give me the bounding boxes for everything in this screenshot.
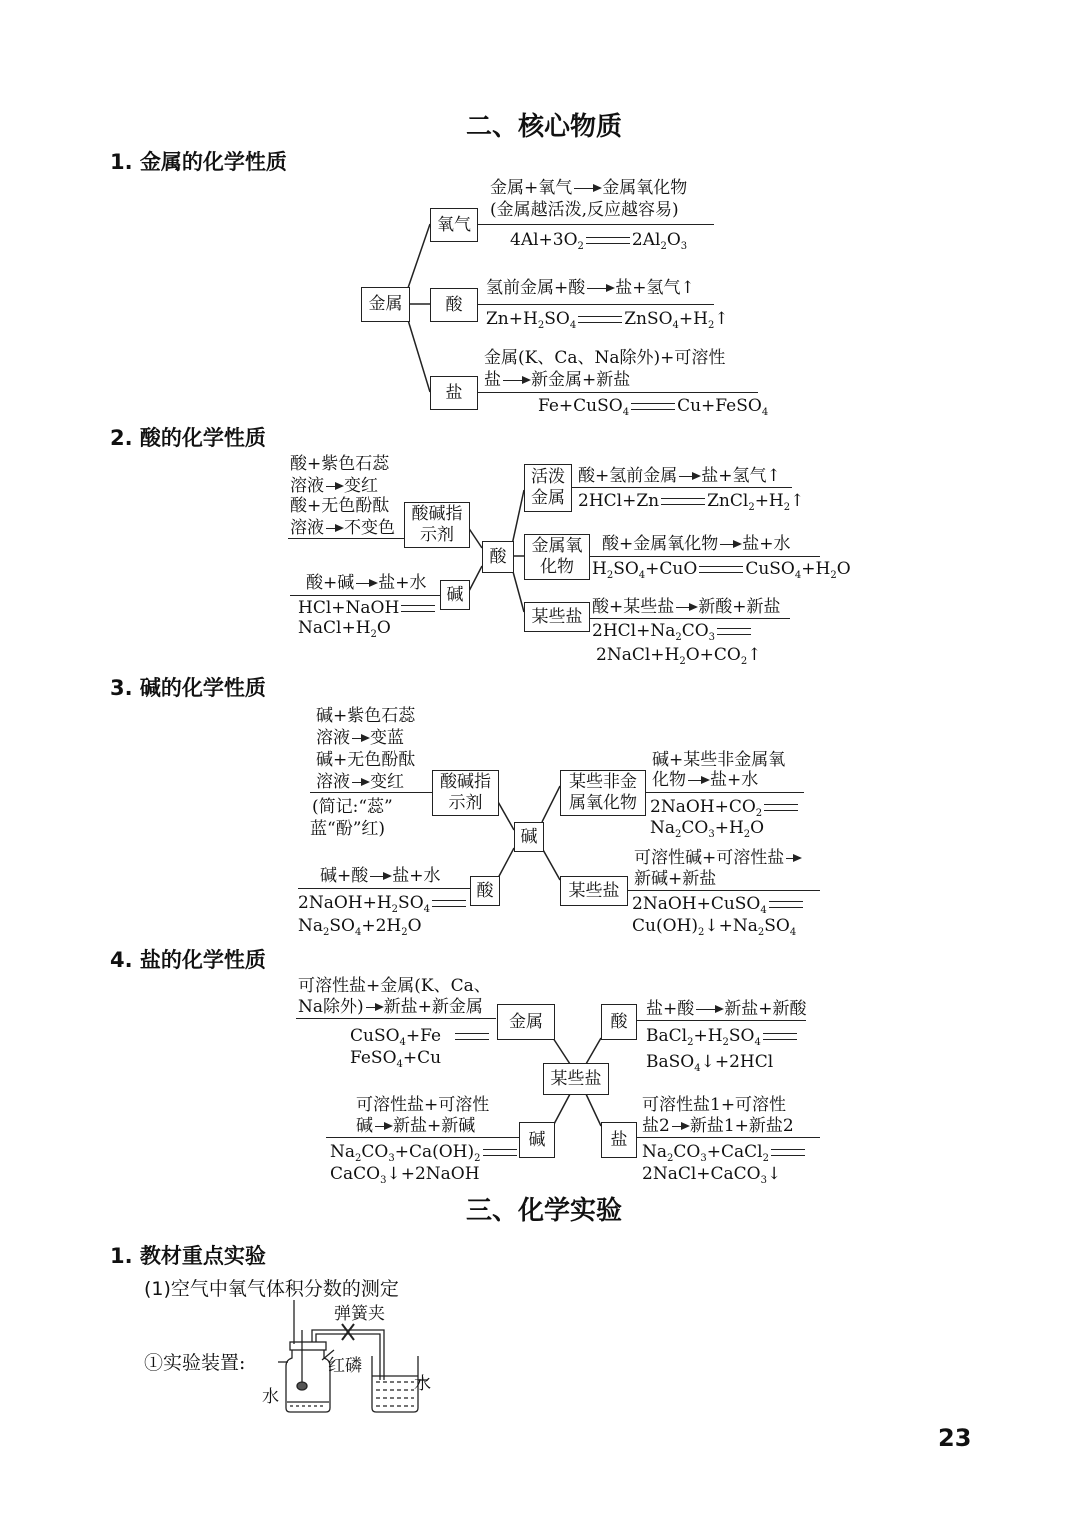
salt-salt-equation-2: 2NaCl+CaCO$_3$↓: [642, 1164, 782, 1186]
acid-metal-oxide-node: 金属氧化物: [524, 534, 590, 580]
subheading-metal: 1. 金属的化学性质: [110, 150, 287, 174]
acid-oxide-reaction: 酸+金属氧化物 盐+水: [602, 534, 791, 554]
base-oxide-equation-2: $Na_2CO_3+H_2O$: [650, 818, 765, 840]
salt-base-line1: 可溶性盐+可溶性: [356, 1095, 490, 1115]
base-indicator-node: 酸碱指示剂: [432, 770, 499, 816]
metal-acid-node: 酸: [430, 288, 478, 322]
metal-oxygen-note: (金属越活泼,反应越容易): [490, 200, 679, 220]
salt-acid-equation-2: BaSO$_4$↓+2HCl: [646, 1052, 774, 1074]
acid-base-equation-1: HCl+NaOH: [298, 598, 437, 618]
section-title-experiments: 三、化学实验: [466, 1196, 623, 1226]
label-red-phosphorus: 红磷: [328, 1356, 362, 1376]
acid-oxide-rule: [590, 556, 820, 557]
salt-base-node: 碱: [519, 1122, 555, 1158]
base-acid-reaction: 碱+酸 盐+水: [320, 866, 441, 886]
acid-base-node: 碱: [440, 580, 470, 610]
metal-salt-reaction: 盐 新金属+新盐: [484, 370, 631, 390]
acid-metal-reaction: 酸+氢前金属 盐+氢气↑: [578, 466, 781, 486]
base-acid-rule: [298, 888, 470, 889]
metal-salt-equation: Fe+CuSO$_4$ Cu+FeSO$_4$: [538, 396, 769, 418]
salt-base-rule: [326, 1137, 519, 1138]
base-some-salt-node: 某些盐: [560, 876, 628, 906]
subheading-base: 3. 碱的化学性质: [110, 676, 266, 700]
acid-indicator-line2: 溶液 变红: [290, 476, 378, 496]
acid-salt-rule: [590, 618, 790, 619]
acid-salt-equation-1: $2HCl+Na_2CO_3$: [592, 621, 753, 641]
salt-metal-equation-1: CuSO$_4$+Fe: [350, 1026, 491, 1046]
acid-metal-equation: 2HCl+Zn $ZnCl_2+H_2↑$: [578, 491, 805, 513]
metal-oxygen-equation: $4Al+3O_2$ $2Al_2O_3$: [510, 230, 688, 252]
acid-metal-rule: [572, 487, 792, 488]
base-oxide-equation-1: $2NaOH+CO_2$: [650, 797, 800, 817]
acid-salt-equation-2: $2NaCl+H_2O+CO_2↑$: [596, 645, 762, 667]
acid-indicator-line3: 酸+无色酚酞: [290, 496, 390, 516]
base-indicator-mnemonic-1: (简记:“蕊”: [312, 797, 393, 817]
salt-salt-line2: 盐2 新盐1+新盐2: [642, 1116, 794, 1136]
label-water-right: 水: [414, 1374, 431, 1394]
metal-salt-node: 盐: [430, 376, 478, 410]
salt-acid-equation-1: $BaCl_2+H_2SO_4$: [646, 1026, 799, 1046]
base-salt-equation-1: 2NaOH+CuSO$_4$: [632, 894, 805, 914]
salt-metal-node: 金属: [497, 1004, 555, 1040]
base-indicator-mnemonic-2: 蓝“酚”红): [310, 819, 386, 839]
metal-acid-reaction: 氢前金属+酸 盐+氢气↑: [486, 278, 695, 298]
base-acid-equation-2: $Na_2SO_4+2H_2O$: [298, 916, 422, 938]
metal-oxygen-rule: [478, 224, 714, 225]
acid-some-salt-node: 某些盐: [524, 602, 590, 632]
section-title-core-substances: 二、核心物质: [466, 112, 623, 142]
metal-center-node: 金属: [361, 287, 410, 322]
acid-base-rule: [290, 595, 440, 596]
base-indicator-line4: 溶液 变红: [316, 772, 404, 792]
salt-acid-reaction: 盐+酸 新盐+新酸: [646, 999, 807, 1019]
salt-base-line2: 碱 新盐+新碱: [356, 1116, 476, 1136]
salt-center-node: 某些盐: [543, 1063, 609, 1095]
metal-oxygen-node: 氧气: [430, 208, 478, 242]
base-indicator-line2: 溶液 变蓝: [316, 728, 404, 748]
metal-oxygen-reaction: 金属+氧气 金属氧化物: [490, 178, 688, 198]
metal-salt-rule: [478, 392, 758, 393]
salt-salt-node: 盐: [601, 1122, 637, 1158]
metal-acid-equation: $Zn+H_2SO_4$ $ZnSO_4+H_2↑$: [486, 309, 729, 331]
acid-center-node: 酸: [482, 541, 514, 573]
salt-salt-line1: 可溶性盐1+可溶性: [642, 1095, 787, 1115]
salt-metal-line1: 可溶性盐+金属(K、Ca、: [298, 976, 491, 996]
base-oxide-line2: 化物 盐+水: [652, 770, 759, 790]
acid-active-metal-node: 活泼金属: [524, 464, 572, 512]
acid-indicator-line4: 溶液 不变色: [290, 518, 395, 538]
base-salt-line2: 新碱+新盐: [634, 869, 717, 889]
subheading-key-experiments: 1. 教材重点实验: [110, 1244, 266, 1268]
acid-base-reaction: 酸+碱 盐+水: [306, 573, 427, 593]
page-number: 23: [938, 1424, 972, 1452]
device-label: ①实验装置:: [144, 1352, 246, 1374]
salt-base-equation-2: CaCO$_3$↓+2NaOH: [330, 1164, 480, 1186]
subheading-salt: 4. 盐的化学性质: [110, 948, 266, 972]
metal-salt-condition: 金属(K、Ca、Na除外)+可溶性: [484, 348, 726, 368]
base-salt-line1: 可溶性碱+可溶性盐: [634, 848, 802, 868]
salt-base-equation-1: $Na_2CO_3+Ca(OH)_2$: [330, 1142, 519, 1162]
acid-indicator-line1: 酸+紫色石蕊: [290, 454, 390, 474]
base-indicator-line3: 碱+无色酚酞: [316, 750, 416, 770]
acid-salt-reaction: 酸+某些盐 新酸+新盐: [592, 597, 781, 617]
base-oxide-rule: [646, 792, 804, 793]
acid-indicator-rule: [288, 538, 404, 539]
acid-indicator-node: 酸碱指示剂: [404, 502, 470, 548]
base-nonmetal-oxide-node: 某些非金属氧化物: [560, 770, 646, 816]
salt-salt-equation-1: $Na_2CO_3+CaCl_2$: [642, 1142, 807, 1162]
salt-metal-rule: [296, 1018, 496, 1019]
acid-oxide-equation: $H_2SO_4+CuO$ $CuSO_4+H_2O$: [592, 559, 851, 581]
salt-salt-rule: [636, 1137, 820, 1138]
salt-metal-equation-2: FeSO$_4$+Cu: [350, 1048, 442, 1070]
salt-acid-rule: [636, 1020, 806, 1021]
acid-base-equation-2: $NaCl+H_2O$: [298, 618, 391, 640]
base-acid-equation-1: $2NaOH+H_2SO_4$: [298, 893, 468, 913]
base-oxide-line1: 碱+某些非金属氧: [652, 750, 786, 770]
base-indicator-line1: 碱+紫色石蕊: [316, 706, 416, 726]
base-salt-rule: [628, 890, 820, 891]
salt-metal-line2: Na除外) 新盐+新金属: [298, 997, 483, 1017]
experiment-title: (1)空气中氧气体积分数的测定: [144, 1278, 399, 1300]
label-water-left: 水: [262, 1387, 279, 1407]
label-spring-clamp: 弹簧夹: [334, 1304, 385, 1324]
subheading-acid: 2. 酸的化学性质: [110, 426, 266, 450]
base-center-node: 碱: [514, 822, 544, 852]
metal-acid-rule: [478, 304, 714, 305]
salt-acid-node: 酸: [601, 1004, 637, 1040]
base-acid-node: 酸: [470, 876, 500, 906]
base-salt-equation-2: $Cu(OH)_2↓+Na_2SO_4$: [632, 916, 797, 938]
base-indicator-rule: [310, 792, 432, 793]
